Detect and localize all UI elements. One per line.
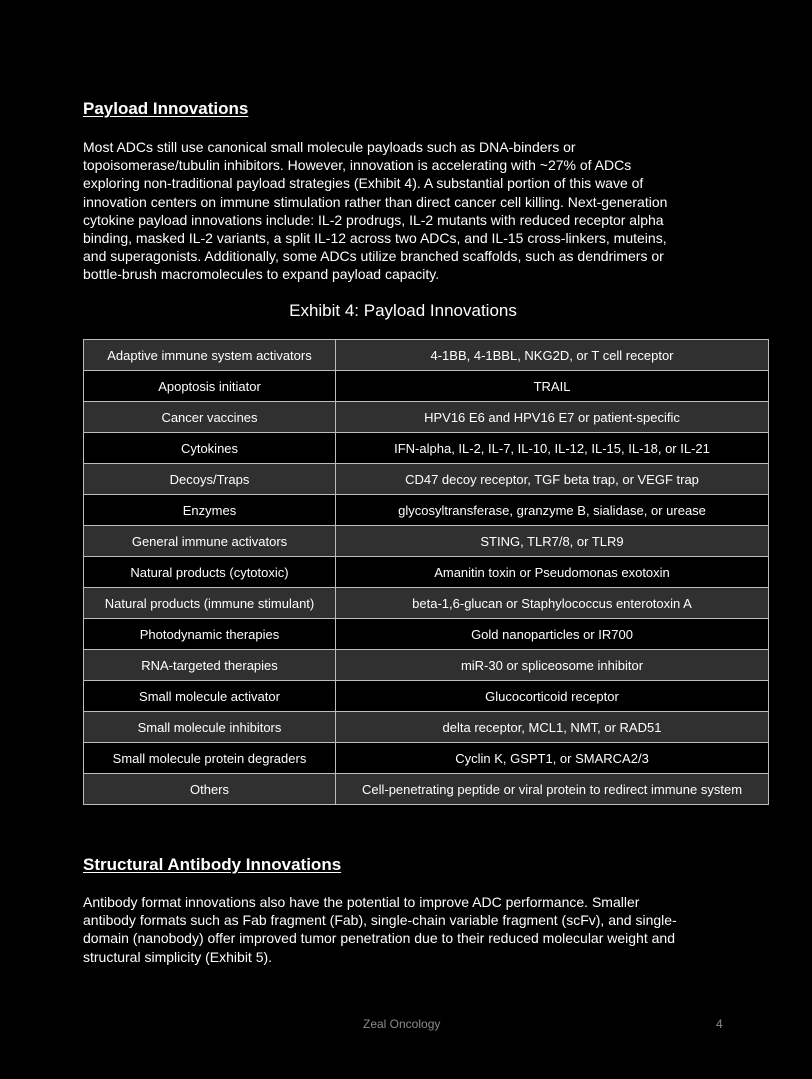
paragraph-line: topoisomerase/tubulin inhibitors. However, innovation is accelerating with ~27% of ADCs	[83, 157, 632, 174]
table-row	[84, 464, 769, 495]
category-cell: Apoptosis initiator	[84, 371, 336, 402]
examples-cell: STING, TLR7/8, or TLR9	[336, 526, 769, 557]
structural-antibody-paragraph	[83, 893, 769, 966]
payload-innovations-paragraph	[83, 138, 769, 284]
category-cell: Cytokines	[84, 433, 336, 464]
examples-cell: Cell-penetrating peptide or viral protein to redirect immune system	[336, 774, 769, 805]
category-cell: Small molecule activator	[84, 681, 336, 712]
examples-cell: HPV16 E6 and HPV16 E7 or patient-specific	[336, 402, 769, 433]
section-heading-payload-innovations: Payload Innovations	[83, 99, 249, 118]
paragraph-line: bottle-brush macromolecules to expand payload capacity.	[83, 266, 440, 283]
footer-company-name: Zeal Oncology	[363, 1017, 441, 1031]
examples-cell: Gold nanoparticles or IR700	[336, 619, 769, 650]
table-row	[84, 557, 769, 588]
examples-cell: CD47 decoy receptor, TGF beta trap, or VEGF trap	[336, 464, 769, 495]
examples-cell: delta receptor, MCL1, NMT, or RAD51	[336, 712, 769, 743]
footer-page-number: 4	[716, 1017, 723, 1031]
table-row	[84, 619, 769, 650]
examples-cell: miR-30 or spliceosome inhibitor	[336, 650, 769, 681]
category-cell: Small molecule inhibitors	[84, 712, 336, 743]
examples-cell: 4-1BB, 4-1BBL, NKG2D, or T cell receptor	[336, 340, 769, 371]
examples-cell: IFN-alpha, IL-2, IL-7, IL-10, IL-12, IL-15, IL-18, or IL-21	[336, 433, 769, 464]
paragraph-line: cytokine payload innovations include: IL-2 prodrugs, IL-2 mutants with reduced receptor alpha	[83, 211, 664, 228]
paragraph-line: exploring non-traditional payload strategies (Exhibit 4). A substantial portion of this wave of	[83, 175, 644, 192]
examples-cell: Cyclin K, GSPT1, or SMARCA2/3	[336, 743, 769, 774]
category-cell: General immune activators	[84, 526, 336, 557]
table-row	[84, 650, 769, 681]
examples-cell: glycosyltransferase, granzyme B, sialidase, or urease	[336, 495, 769, 526]
section-heading-structural-antibody-innovations: Structural Antibody Innovations	[83, 855, 342, 874]
paragraph-line: binding, masked IL-2 variants, a split IL-12 across two ADCs, and IL-15 cross-linkers, muteins,	[83, 230, 667, 247]
table-row	[84, 340, 769, 371]
category-cell: RNA-targeted therapies	[84, 650, 336, 681]
table-row	[84, 743, 769, 774]
category-cell: Adaptive immune system activators	[84, 340, 336, 371]
table-row	[84, 774, 769, 805]
category-cell: Enzymes	[84, 495, 336, 526]
payload-innovations-table	[83, 339, 769, 805]
table-row	[84, 588, 769, 619]
paragraph-line: and superagonists. Additionally, some ADCs utilize branched scaffolds, such as dendrimers or	[83, 248, 664, 265]
paragraph-line: innovation centers on immune stimulation rather than direct cancer cell killing. Next-generation	[83, 193, 668, 210]
paragraph-line: domain (nanobody) offer improved tumor penetration due to their reduced molecular weight and	[83, 930, 675, 947]
table-row	[84, 402, 769, 433]
table-row	[84, 433, 769, 464]
table-row	[84, 681, 769, 712]
table-row	[84, 712, 769, 743]
table-row	[84, 526, 769, 557]
category-cell: Decoys/Traps	[84, 464, 336, 495]
table-row	[84, 495, 769, 526]
category-cell: Cancer vaccines	[84, 402, 336, 433]
category-cell: Small molecule protein degraders	[84, 743, 336, 774]
paragraph-line: antibody formats such as Fab fragment (Fab), single-chain variable fragment (scFv), and single-	[83, 912, 677, 929]
examples-cell: Glucocorticoid receptor	[336, 681, 769, 712]
table-row	[84, 371, 769, 402]
category-cell: Natural products (cytotoxic)	[84, 557, 336, 588]
examples-cell: beta-1,6-glucan or Staphylococcus enterotoxin A	[336, 588, 769, 619]
category-cell: Photodynamic therapies	[84, 619, 336, 650]
category-cell: Others	[84, 774, 336, 805]
paragraph-line: Antibody format innovations also have the potential to improve ADC performance. Smaller	[83, 894, 640, 910]
category-cell: Natural products (immune stimulant)	[84, 588, 336, 619]
paragraph-line: Most ADCs still use canonical small molecule payloads such as DNA-binders or	[83, 139, 576, 155]
paragraph-line: structural simplicity (Exhibit 5).	[83, 948, 273, 965]
exhibit-title: Exhibit 4: Payload Innovations	[289, 301, 517, 320]
examples-cell: Amanitin toxin or Pseudomonas exotoxin	[336, 557, 769, 588]
examples-cell: TRAIL	[336, 371, 769, 402]
